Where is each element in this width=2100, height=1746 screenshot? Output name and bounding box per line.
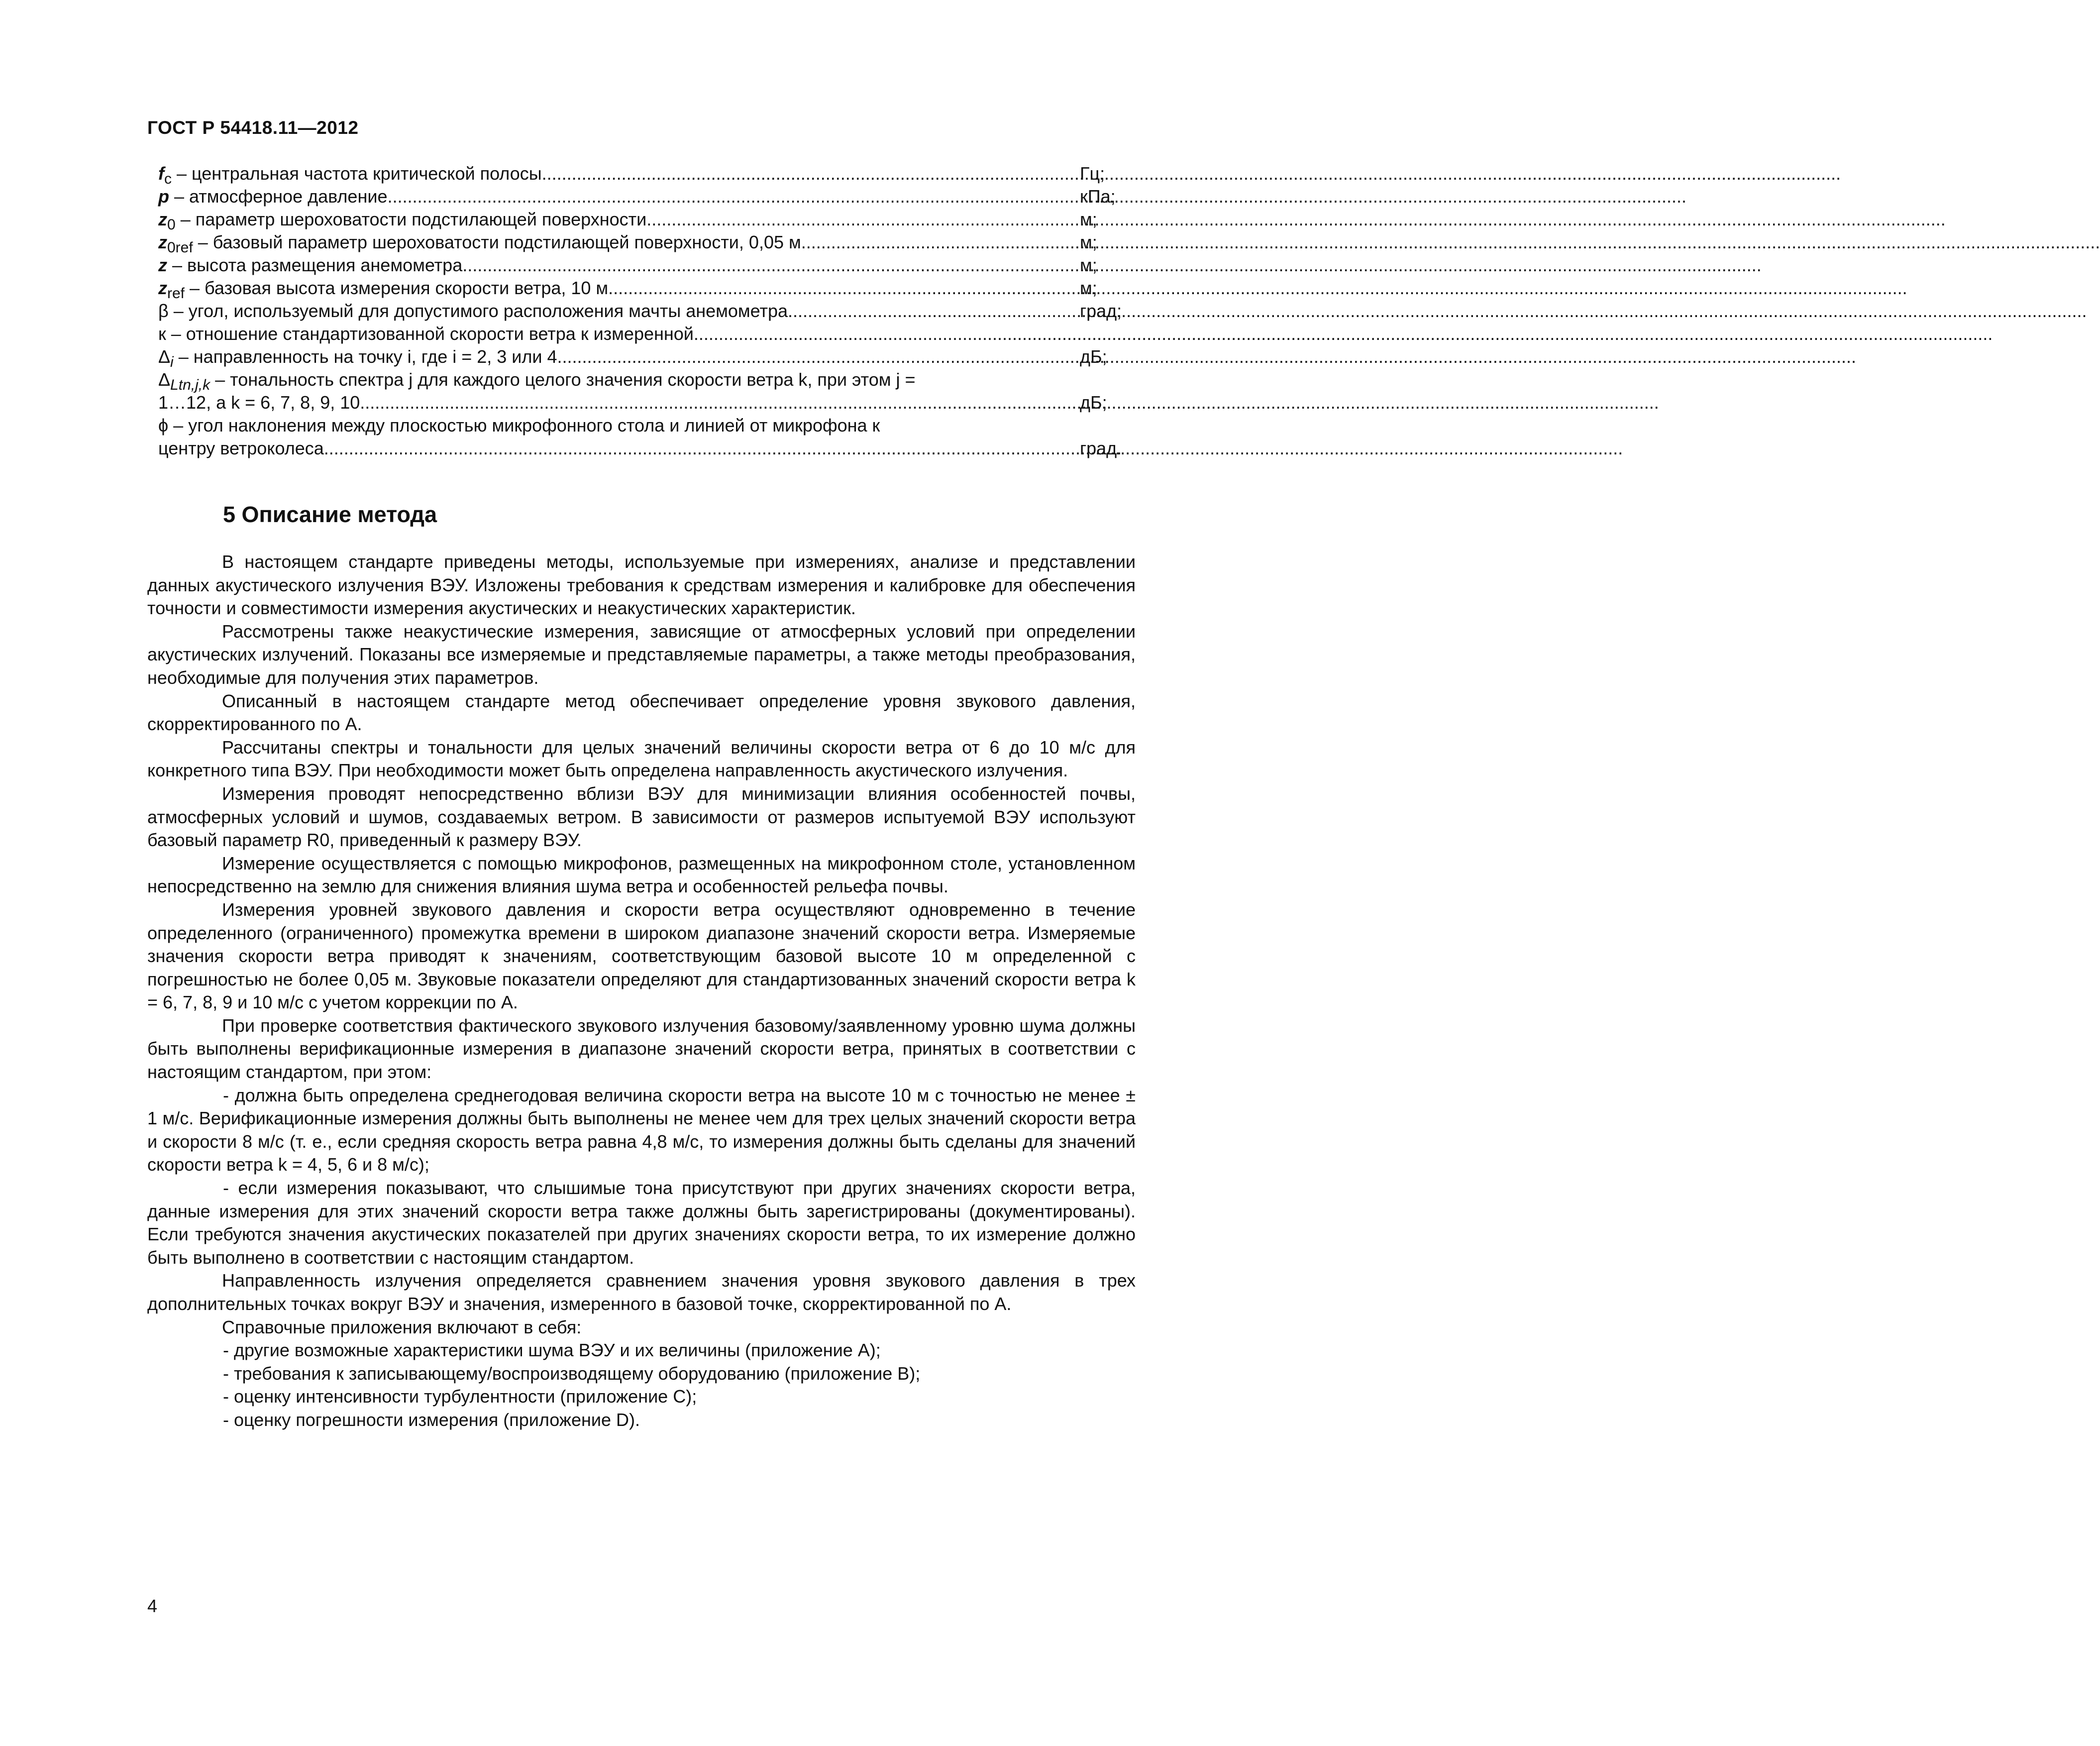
definition-text: – угол наклонения между плоскостью микрофонного стола и линией от микрофона к	[168, 415, 880, 436]
paragraph: Измерения уровней звукового давления и скорости ветра осуществляют одновременно в течение определенного (ограниченного) промежутка времени в широком диапазоне значений скорости ветра. Измеряемые значения скорости ветра приводят к значениям, соответствующим базовой высоте 10 м определенной с погрешностью не более 0,05 м. Звуковые показатели определяют для стандартизованных значений скорости ветра k = 6, 7, 8, 9 и 10 м/с с учетом коррекции по А.	[147, 899, 1136, 1013]
definition-text: – базовая высота измерения скорости ветра, 10 м	[185, 278, 609, 298]
list-item: - другие возможные характеристики шума ВЭУ и их величины (приложение А);	[223, 1340, 881, 1361]
definition-unit: дБ;	[1080, 346, 1107, 367]
list-item: - оценку интенсивности турбулентности (приложение С);	[223, 1386, 697, 1407]
symbol-subscript: Ltn,j,k	[170, 377, 210, 394]
symbol: z	[158, 232, 167, 252]
dot-leader	[557, 345, 1070, 368]
definition-row	[158, 162, 1135, 188]
page-number: 4	[147, 1596, 158, 1616]
definition-row	[158, 345, 1135, 371]
definition-unit: м;	[1080, 209, 1097, 229]
definition-unit: Гц;	[1080, 163, 1105, 184]
symbol: z	[158, 278, 167, 298]
paragraph: В настоящем стандарте приведены методы, используемые при измерениях, анализе и представлении данных акустического излучения ВЭУ. Изложены требования к средствам измерения и калибровке для обеспечения точности и совместимости измерения акустических и неакустических характеристик.	[147, 551, 1136, 619]
document-code-header: ГОСТ Р 54418.11—2012	[147, 117, 359, 138]
dot-leader	[542, 162, 1070, 185]
paragraph: Справочные приложения включают в себя:	[222, 1316, 582, 1337]
symbol: Δ	[158, 369, 171, 390]
dot-leader	[801, 231, 1070, 254]
dot-leader	[360, 391, 1070, 414]
dot-leader	[694, 323, 1070, 345]
definition-unit: м;	[1080, 232, 1097, 252]
definition-unit: м;	[1080, 278, 1097, 298]
definition-text: – центральная частота критической полосы	[172, 163, 542, 184]
definition-text-continued: 1…12, а k = 6, 7, 8, 9, 10	[158, 392, 360, 413]
definition-unit: град;	[1080, 301, 1122, 321]
definition-phi	[158, 414, 1135, 460]
definition-text: к – отношение стандартизованной скорости ветра к измеренной	[158, 324, 694, 344]
paragraph: Измерение осуществляется с помощью микрофонов, размещенных на микрофонном столе, установленном непосредственно на землю для снижения влияния шума ветра и особенностей рельефа почвы.	[147, 853, 1136, 897]
symbol: β	[158, 301, 169, 321]
symbol: p	[158, 186, 169, 207]
definition-unit: дБ;	[1080, 392, 1107, 413]
paragraph: Измерения проводят непосредственно вблизи ВЭУ для минимизации влияния особенностей почвы, атмосферных условий и шумов, создаваемых ветром. В зависимости от размеров испытуемой ВЭУ используют базовый параметр R0, приведенный к размеру ВЭУ.	[147, 783, 1136, 851]
definition-text: – параметр шероховатости подстилающей поверхности	[175, 209, 647, 229]
definition-text: – атмосферное давление	[169, 186, 388, 207]
definition-row	[158, 231, 1135, 254]
dot-leader	[462, 254, 1070, 277]
definition-text: – угол, используемый для допустимого расположения мачты анемометра	[168, 301, 788, 321]
definition-text: – тональность спектра j для каждого целого значения скорости ветра k, при этом j =	[210, 369, 916, 390]
dot-leader	[608, 277, 1070, 300]
dot-leader	[646, 208, 1070, 231]
dot-leader	[788, 300, 1070, 323]
symbol: ϕ	[158, 415, 169, 436]
definition-text: – базовый параметр шероховатости подстилающей поверхности, 0,05 м	[193, 232, 801, 252]
section-body	[147, 550, 1136, 1432]
definition-unit: град.	[1080, 438, 1122, 458]
dot-leader	[324, 437, 1070, 460]
definition-row	[158, 277, 1135, 300]
symbol-subscript: ref	[167, 285, 185, 302]
list-item: - должна быть определена среднегодовая величина скорости ветра на высоте 10 м с точностью не менее ± 1 м/с. Верификационные измерения должны быть выполнены не менее чем для трех целых значений скорости ветра и скорости 8 м/с (т. е., если средняя скорость ветра равна 4,8 м/с, то измерения должны быть сделаны для значений скорости ветра k = 4, 5, 6 и 8 м/с);	[147, 1085, 1136, 1175]
paragraph: Рассмотрены также неакустические измерения, зависящие от атмосферных условий при определении акустических излучений. Показаны все измеряемые и представляемые параметры, а также методы преобразования, необходимые для получения этих параметров.	[147, 621, 1136, 688]
definition-unit: кПа;	[1080, 186, 1116, 207]
definition-row	[158, 254, 1135, 277]
symbol-definitions-list	[158, 162, 1135, 460]
definition-row	[158, 300, 1135, 323]
list-item: - требования к записывающему/воспроизводящему оборудованию (приложение В);	[223, 1363, 921, 1384]
paragraph: При проверке соответствия фактического звукового излучения базовому/заявленному уровню шума должны быть выполнены верификационные измерения в диапазоне значений скорости ветра, принятых в соответствии с настоящим стандартом, при этом:	[147, 1015, 1136, 1083]
symbol: f	[158, 163, 164, 184]
paragraph: Рассчитаны спектры и тональности для целых значений величины скорости ветра от 6 до 10 м/с для конкретного типа ВЭУ. При необходимости может быть определена направленность акустического излучения.	[147, 737, 1136, 781]
definition-text-continued: центру ветроколеса	[158, 438, 324, 458]
symbol-subscript: c	[164, 171, 172, 188]
symbol: z	[158, 209, 167, 229]
definition-text: – направленность на точку i, где i = 2, 3 или 4	[173, 346, 557, 367]
symbol-subscript: i	[170, 354, 174, 371]
definition-row	[158, 208, 1135, 231]
dot-leader	[387, 185, 1070, 208]
paragraph: Направленность излучения определяется сравнением значения уровня звукового давления в трех дополнительных точках вокруг ВЭУ и значения, измеренного в базовой точке, скорректированной по А.	[147, 1270, 1136, 1314]
section-title: 5 Описание метода	[223, 502, 437, 527]
symbol: Δ	[158, 346, 171, 367]
definition-row	[158, 185, 1135, 208]
symbol-subscript: 0ref	[167, 239, 193, 256]
symbol: z	[158, 255, 167, 275]
definition-text: – высота размещения анемометра	[167, 255, 463, 275]
symbol-subscript: 0	[167, 217, 176, 233]
list-item: - если измерения показывают, что слышимые тона присутствуют при других значениях скорости ветра, данные измерения для этих значений скорости ветра также должны быть зарегистрированы (документированы). Если требуются значения акустических показателей при других значениях скорости ветра, то их измерение должно быть выполнено в соответствии с настоящим стандартом.	[147, 1178, 1136, 1268]
list-item: - оценку погрешности измерения (приложение D).	[223, 1409, 640, 1430]
paragraph: Описанный в настоящем стандарте метод обеспечивает определение уровня звукового давления, скорректированного по А.	[147, 690, 1136, 735]
definition-tonality	[158, 368, 1135, 414]
definition-unit: м;	[1080, 255, 1097, 275]
definition-row	[158, 323, 1135, 345]
